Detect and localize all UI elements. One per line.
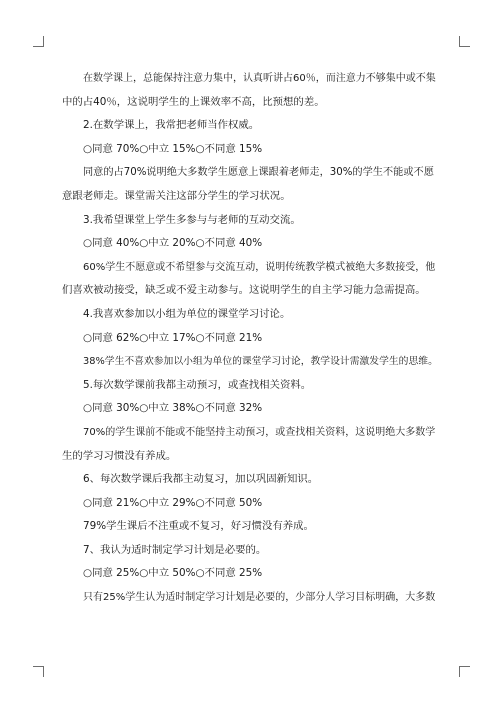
survey-question-4: 4.我喜欢参加以小组为单位的课堂学习讨论。 bbox=[83, 307, 291, 320]
text-line-2: 中的占40％，这说明学生的上课效率不高，比预想的差。 bbox=[62, 95, 325, 108]
survey-question-6: 6、每次数学课后我都主动复习，加以巩固新知识。 bbox=[83, 473, 319, 486]
document-body bbox=[62, 67, 440, 610]
text-line-17: 生的学习习惯没有养成。 bbox=[62, 449, 177, 462]
text-line-9: 60%学生不愿意或不希望参与交流互动，说明传统教学模式被绝大多数接受，他 bbox=[83, 261, 436, 273]
survey-question-7: 7、我认为适时制定学习计划是必要的。 bbox=[83, 543, 267, 556]
survey-question-5: 5.每次数学课前我都主动预习，或查找相关资料。 bbox=[83, 378, 312, 391]
text-line-23: 只有25%学生认为适时制定学习计划是必要的，少部分人学习目标明确，大多数 bbox=[83, 592, 436, 604]
text-line-1: 在数学课上，总能保持注意力集中，认真听讲占60％，而注意力不够集中或不集 bbox=[83, 73, 436, 84]
survey-question-2: 2.在数学课上，我常把老师当作权威。 bbox=[83, 119, 260, 132]
text-line-6: 意跟老师走。课堂需关注这部分学生的学习状况。 bbox=[62, 189, 291, 202]
text-line-5: 同意的占70%说明绝大多数学生愿意上课跟着老师走，30%的学生不能或不愿 bbox=[83, 167, 434, 179]
survey-options-2: ○同意 70%○中立 15%○不同意 15% bbox=[83, 142, 263, 155]
crop-mark-bottom-right bbox=[459, 666, 470, 677]
survey-options-6: ○同意 21%○中立 29%○不同意 50% bbox=[83, 496, 263, 509]
survey-options-4: ○同意 62%○中立 17%○不同意 21% bbox=[83, 331, 263, 344]
survey-question-3: 3.我希望课堂上学生多参与与老师的互动交流。 bbox=[83, 213, 301, 226]
text-line-13: 38%学生不喜欢参加以小组为单位的课堂学习讨论，教学设计需激发学生的思维。 bbox=[83, 356, 438, 368]
text-line-10: 们喜欢被动接受，缺乏或不爱主动参与。这说明学生的自主学习能力急需提高。 bbox=[62, 284, 426, 297]
crop-mark-bottom-left bbox=[33, 666, 44, 677]
survey-options-7: ○同意 25%○中立 50%○不同意 25% bbox=[83, 567, 263, 580]
crop-mark-top-left bbox=[33, 36, 44, 47]
survey-options-3: ○同意 40%○中立 20%○不同意 40% bbox=[83, 237, 263, 250]
text-line-16: 70%的学生课前不能或不能坚持主动预习，或查找相关资料，这说明绝大多数学 bbox=[83, 426, 436, 438]
survey-options-5: ○同意 30%○中立 38%○不同意 32% bbox=[83, 402, 263, 415]
text-line-20: 79%学生课后不注重或不复习，好习惯没有养成。 bbox=[83, 520, 314, 533]
crop-mark-top-right bbox=[459, 36, 470, 47]
